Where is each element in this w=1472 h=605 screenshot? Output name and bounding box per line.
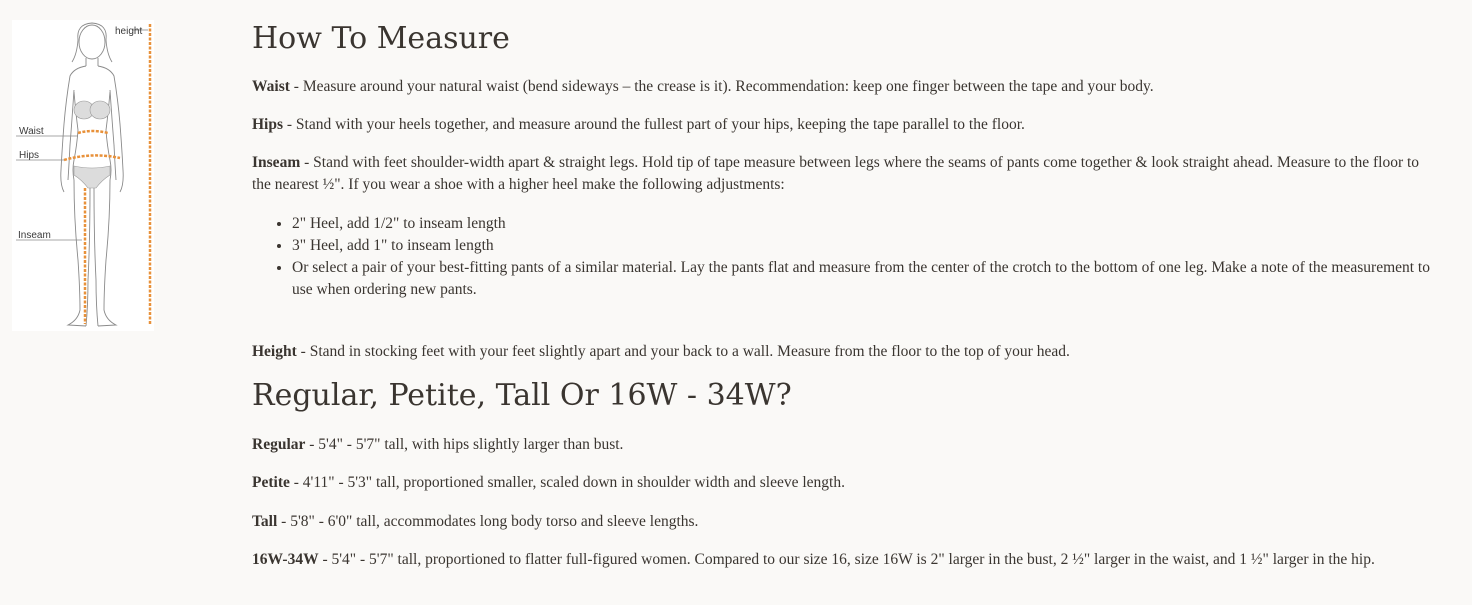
waist-term: Waist (252, 78, 290, 95)
tall-term: Tall (252, 513, 278, 530)
regular-size-description (252, 434, 1422, 456)
regular-text: - 5'4" - 5'7" tall, with hips slightly larger than bust. (305, 436, 624, 453)
tall-text: - 5'8" - 6'0" tall, accommodates long body torso and sleeve lengths. (277, 513, 699, 530)
waist-text: - Measure around your natural waist (bend sideways – the crease is it). Recommendation: keep one finger between the tape and your body. (289, 78, 1154, 95)
petite-text: - 4'11" - 5'3" tall, proportioned smaller, scaled down in shoulder width and sleeve length. (289, 474, 845, 491)
hips-term: Hips (252, 116, 284, 133)
petite-term: Petite (252, 474, 290, 491)
list-item: • 2" Heel, add 1/2" to inseam length (292, 213, 1452, 235)
list-item: • Or select a pair of your best-fitting pants of a similar material. Lay the pants flat and measure from the center of the crotch to the bottom of one leg. Make a note of the measurement to use when ordering new pants. (292, 257, 1452, 301)
wide-term: 16W-34W (252, 551, 319, 568)
how-to-measure-heading: How To Measure (252, 21, 510, 56)
wide-size-description (252, 549, 1422, 571)
hips-text: - Stand with your heels together, and measure around the fullest part of your hips, keeping the tape parallel to the floor. (283, 116, 1025, 133)
body-diagram-image (12, 20, 154, 331)
measurement-figure (12, 20, 154, 331)
inseam-label: Inseam (18, 230, 51, 241)
hips-instruction (252, 114, 1422, 136)
inseam-instruction (252, 152, 1422, 196)
inseam-text: - Stand with feet shoulder-width apart & straight legs. Hold tip of tape measure between legs where the seams of pants come together & look straight ahead. Measure to the floor to the nearest ½". If you wear a shoe with a higher heel make the following adjustments: (252, 154, 1420, 193)
petite-size-description (252, 472, 1422, 494)
inseam-term: Inseam (252, 154, 301, 171)
height-term: Height (252, 343, 297, 360)
height-instruction (252, 341, 1422, 363)
waist-label: Waist (19, 126, 44, 137)
list-item: • 3" Heel, add 1" to inseam length (292, 235, 1452, 257)
size-types-heading: Regular, Petite, Tall Or 16W - 34W? (252, 378, 792, 413)
tall-size-description (252, 511, 1422, 533)
height-label: height (115, 26, 143, 37)
heel-adjustment-list (252, 213, 1452, 301)
wide-text: - 5'4" - 5'7" tall, proportioned to flatter full-figured women. Compared to our size 16, size 16W is 2" larger in the bust, 2 ½" larger in the waist, and 1 ½" larger in the hip. (318, 551, 1375, 568)
hips-label: Hips (19, 150, 40, 161)
regular-term: Regular (252, 436, 306, 453)
height-text: - Stand in stocking feet with your feet slightly apart and your back to a wall. Measure from the floor to the top of your head. (296, 343, 1070, 360)
waist-instruction (252, 76, 1422, 98)
